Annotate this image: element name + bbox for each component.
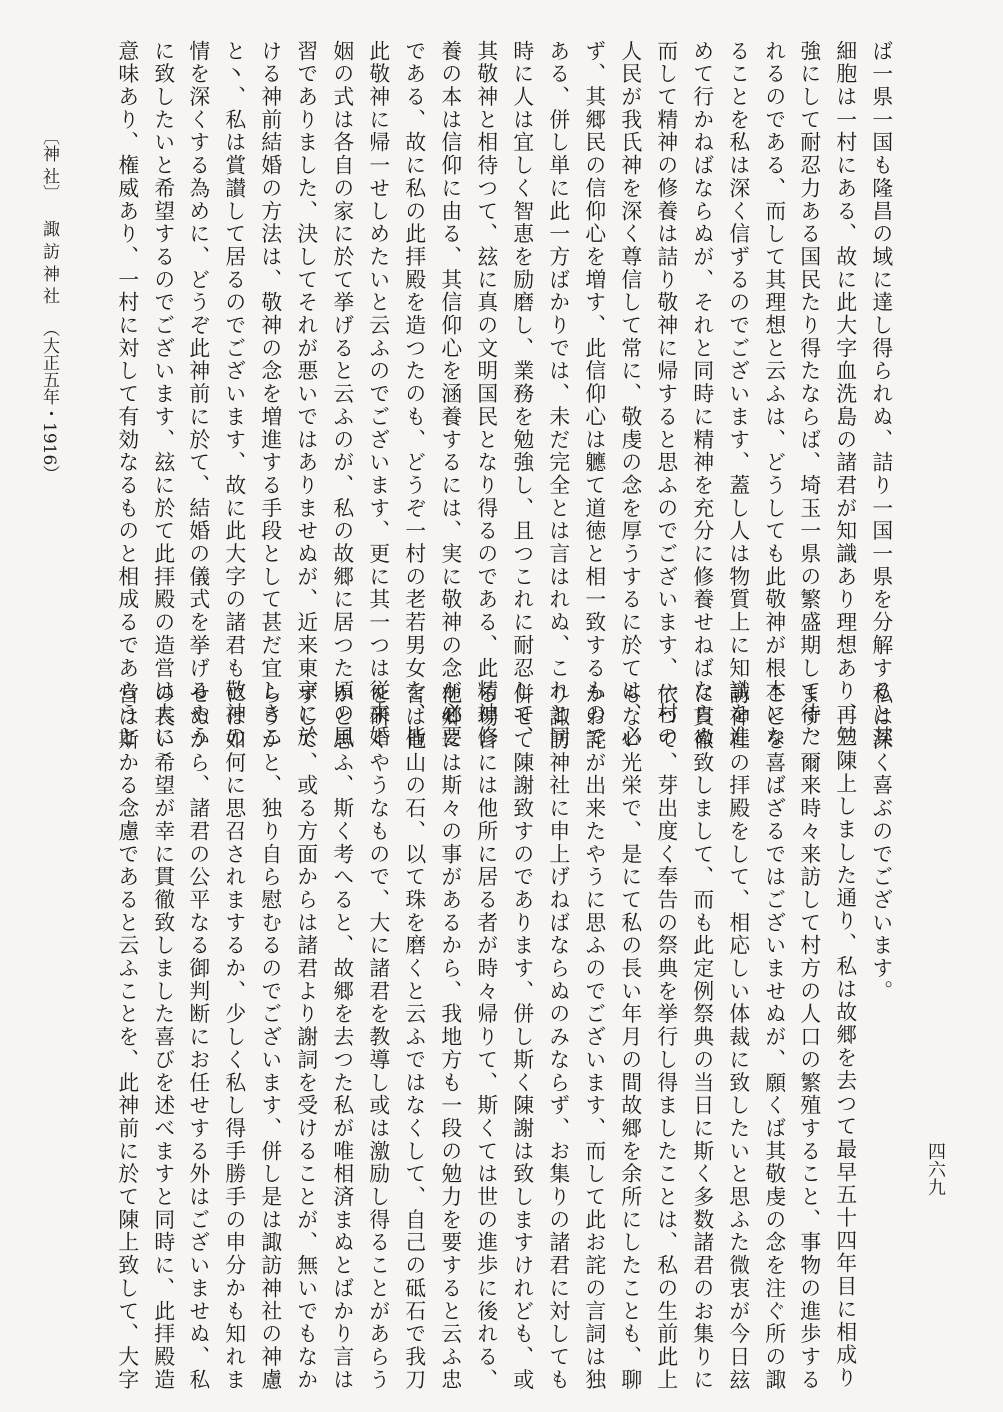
lower-text-column: を研ぐやうなもので、大に諸君を教導し或は激励し得ることがあらう <box>365 683 390 1392</box>
upper-text-column: 姻の式は各自の家に於て挙げると云ふのが、私の故郷に居つた頃の風 <box>329 40 354 749</box>
upper-text-column: ず、其郷民の信仰心を増す、此信仰心は軈て道徳と相一致するもので <box>581 40 606 749</box>
running-header-era: （大正五年・1916） <box>39 320 59 483</box>
lower-text-column: かと思ふ、斯く考へると、故郷を去つた私が唯相済まぬとばかり言は <box>329 683 354 1392</box>
lower-text-column: の長い希望が幸に貫徹致しました喜びを述べますと同時に、此拝殿造 <box>150 683 175 1392</box>
upper-text-column: 細胞は一村にある、故に此大字血洗島の諸君が知識あり理想あり、勉 <box>832 40 857 749</box>
lower-text-column: ことを喜ばざるではございませぬが、願くば其敬虔の念を注ぐ所の諏 <box>761 683 786 1392</box>
lower-text-column: 他郷には斯々の事があるから、我地方も一段の勉力を要すると云ふ忠 <box>437 683 462 1392</box>
lower-text-column: には如何に思召されまするか、少しく私し得手勝手の申分かも知れま <box>221 683 246 1392</box>
upper-text-column: 此敬神に帰一せしめたいと云ふのでございます、更に其一つは従来婚 <box>365 40 390 749</box>
lower-text-column: り諏訪神社に申上げねばならぬのみならず、お集りの諸君に対しても <box>545 683 570 1392</box>
upper-text-column: 習でありました、決してそれが悪いではありませぬが、近来東京に於 <box>293 40 318 749</box>
upper-text-column: ることを私は深く信ずるのでございます、蓋し人は物質上に知識を進 <box>725 40 750 749</box>
lower-text-column: 依つて、芽出度く奉告の祭典を挙行し得ましたことは、私の生前此上 <box>653 683 678 1392</box>
upper-text-column: 養の本は信仰に由る、其信仰心を涵養するには、実に敬神の念が必要 <box>437 40 462 749</box>
lower-text-column: 営は斯かる念慮であると云ふことを、此神前に於て陳上致して、大字 <box>114 683 139 1392</box>
running-header-category: 〔神 社〕 <box>39 128 59 202</box>
lower-text-column: せぬから、諸君の公平なる御判断にお任せする外はございませぬ、私 <box>185 683 210 1392</box>
upper-text-column: 意味あり、権威あり、一村に対して有効なるものと相成るであらうと <box>114 40 139 749</box>
lower-text-column: らうかと、独り自ら慰むるのでございます、併し是は諏訪神社の神慮 <box>257 683 282 1392</box>
upper-text-column: 而して精神の修養は詰り敬神に帰すると思ふのでございます、一村の <box>653 40 678 749</box>
lower-text-column: る場合には他所に居る者が時々帰りて、斯くては世の進歩に後れる、 <box>473 683 498 1392</box>
upper-text-column: ば一県一国も隆昌の域に達し得られぬ、詰り一国一県を分解すると其 <box>868 40 893 749</box>
upper-text-column: と丶、私は賞讃して居るのでございます、故に此大字の諸君も敬神の <box>221 40 246 749</box>
upper-text-column: れるのである、而して其理想と云ふは、どうしても此敬神が根本にな <box>761 40 786 749</box>
lower-text-column: 訪神社の拝殿をして、相応しい体裁に致したいと思ふた微衷が今日玆 <box>725 683 750 1392</box>
lower-text-column: 併せて陳謝致すのであります、併し斯く陳謝は致しますけれども、或 <box>509 683 534 1392</box>
running-header-shrine: 諏 訪 神 社 <box>39 220 59 305</box>
upper-text-column: 強にして耐忍力ある国民たり得たならば、埼玉一県の繁盛期して待た <box>796 40 821 749</box>
upper-text-column: 人民が我氏神を深く尊信して常に、敬虔の念を厚うするに於ては、必 <box>617 40 642 749</box>
lower-text-column: 私は深く喜ぶのでございます。 <box>868 683 893 1003</box>
lower-text-column: ずして、或る方面からは諸君より謝詞を受けることが、無いでもなか <box>293 683 318 1392</box>
upper-text-column: 其敬神と相待つて、玆に真の文明国民となり得るのである、此精神修 <box>473 40 498 749</box>
upper-text-column: ける神前結婚の方法は、敬神の念を増進する手段として甚だ宜しきこ <box>257 40 282 749</box>
upper-text-column: ある、併し単に此一方ばかりでは、未だ完全とは言はれぬ、これと同 <box>545 40 570 749</box>
lower-text-column: もない光栄で、是にて私の長い年月の間故郷を余所にしたことも、聊 <box>617 683 642 1392</box>
page-number: 四六九 <box>925 1142 946 1196</box>
upper-text-column: めて行かねばならぬが、それと同時に精神を充分に修養せねばならぬ <box>689 40 714 749</box>
lower-text-column: 言は他山の石、以て珠を磨くと云ふではなくして、自己の砥石で我刀 <box>401 683 426 1392</box>
lower-text-column: 再三陳上しました通り、私は故郷を去つて最早五十四年目に相成り <box>832 704 857 1390</box>
upper-text-column: 時に人は宜しく智恵を励磨し、業務を勉強し、且つこれに耐忍して、 <box>509 40 534 749</box>
lower-text-column: ます、爾来時々来訪して村方の人口の繁殖すること、事物の進歩する <box>796 683 821 1392</box>
lower-text-column: かお詫が出来たやうに思ふのでございます、而して此お詫の言詞は独 <box>581 683 606 1392</box>
upper-text-column: 情を深くする為めに、どうぞ此神前に於て、結婚の儀式を挙げるやう <box>185 40 210 749</box>
upper-text-column: に致したいと希望するのでございます、玆に於て此拝殿の造営は大に <box>150 40 175 749</box>
upper-text-column: である、故に私の此拝殿を造つたのも、どうぞ一村の老若男女を、皆 <box>401 40 426 749</box>
lower-text-column: に貫徹致しまして、而も此定例祭典の当日に斯く多数諸君のお集りに <box>689 683 714 1392</box>
